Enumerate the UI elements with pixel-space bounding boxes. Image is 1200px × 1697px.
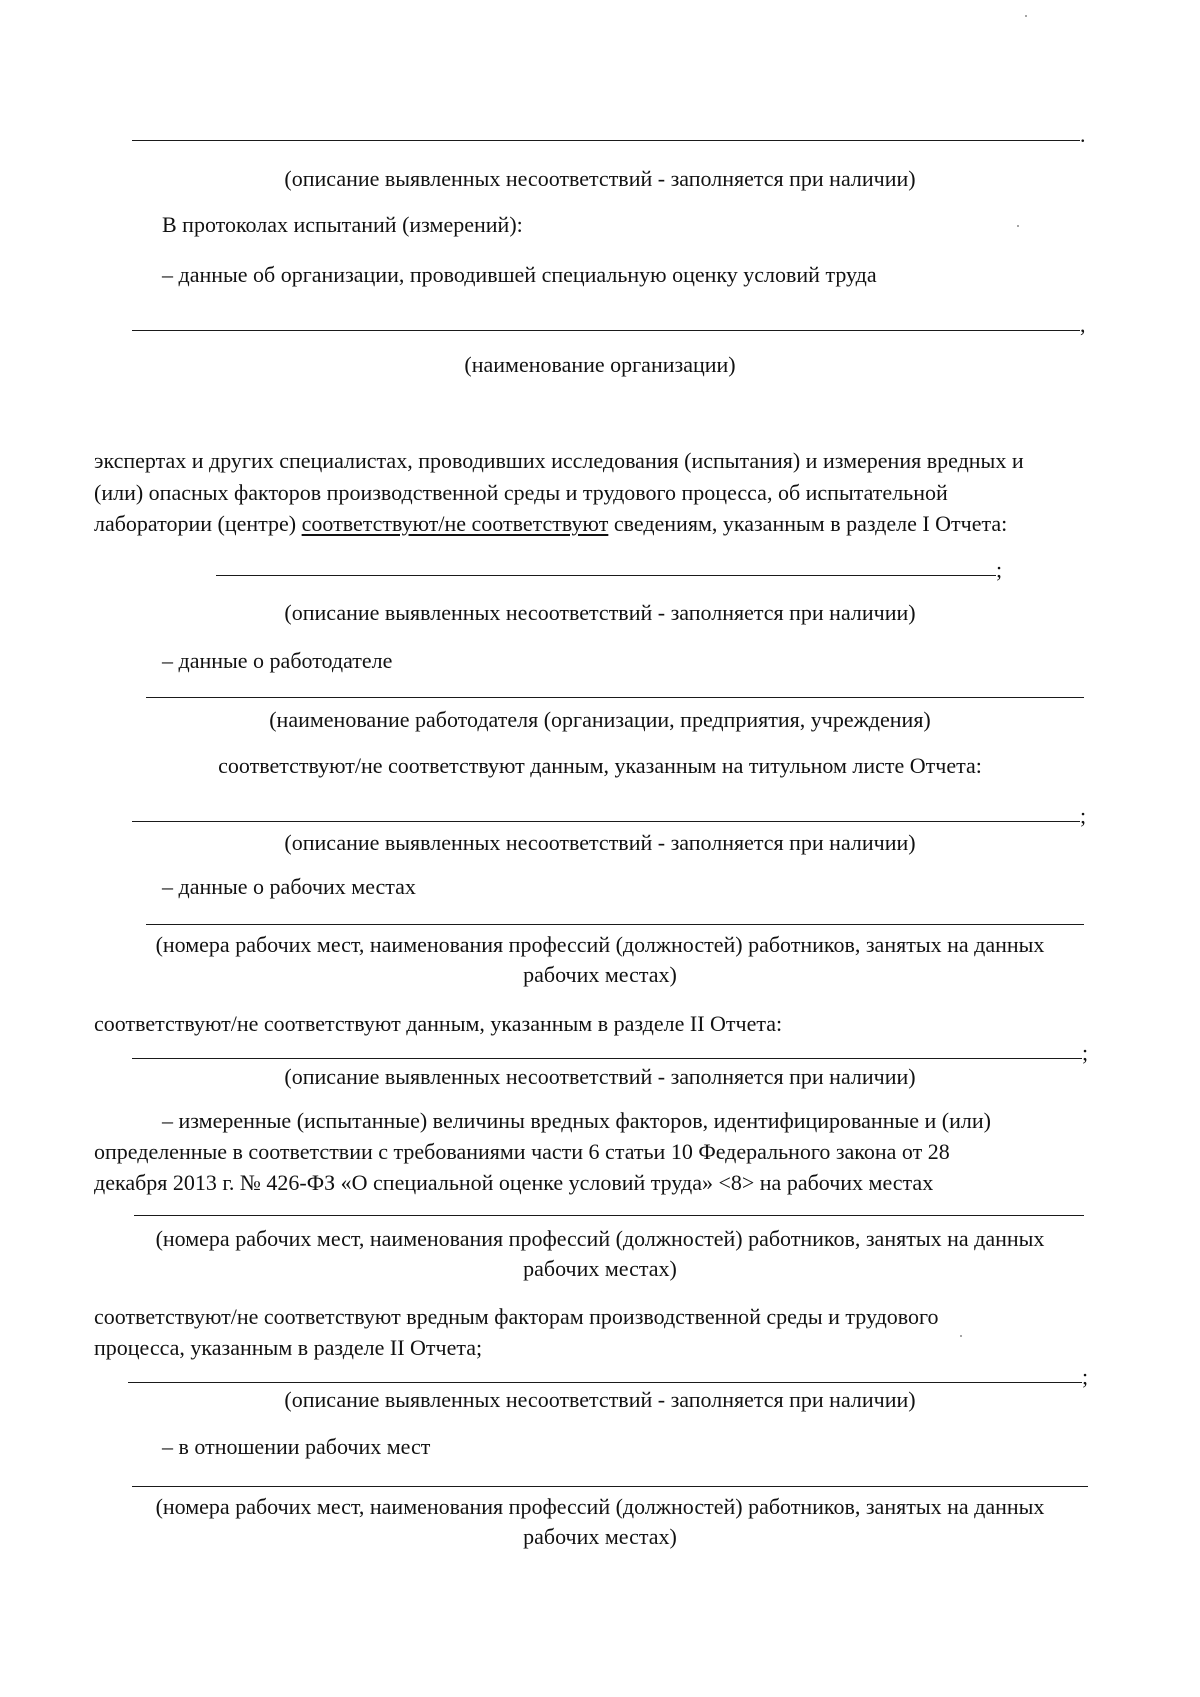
scan-speck	[1025, 15, 1027, 17]
caption-nonconformity: (описание выявленных несоответствий - заполняется при наличии)	[284, 1387, 916, 1412]
fill-line	[146, 924, 1084, 925]
fill-line	[132, 1486, 1088, 1487]
experts-text-line: экспертах и других специалистах, проводивших исследования (испытания) и измерения вредных и	[94, 448, 1024, 473]
semicolon-mark: ;	[1082, 1040, 1089, 1065]
fill-line	[132, 1058, 1082, 1059]
caption-nonconformity: (описание выявленных несоответствий - заполняется при наличии)	[284, 1064, 916, 1089]
experts-text-line: (или) опасных факторов производственной среды и трудового процесса, об испытательной	[94, 480, 948, 505]
fill-line	[132, 140, 1080, 141]
caption-nonconformity: (описание выявленных несоответствий - заполняется при наличии)	[284, 830, 916, 855]
caption-workplaces: (номера рабочих мест, наименования профессий (должностей) работников, занятых на данных	[155, 932, 1045, 957]
scan-speck	[960, 1335, 962, 1337]
semicolon-mark: ;	[1082, 1364, 1089, 1389]
caption-nonconformity: (описание выявленных несоответствий - заполняется при наличии)	[284, 166, 916, 191]
match-choice-underlined: соответствуют/не соответствуют	[301, 511, 609, 536]
org-data-item: – данные об организации, проводившей специальную оценку условий труда	[162, 262, 877, 287]
caption-workplaces: рабочих местах)	[523, 1256, 677, 1281]
experts-text-prefix: лаборатории (центре)	[94, 511, 302, 536]
caption-nonconformity: (описание выявленных несоответствий - заполняется при наличии)	[284, 600, 916, 625]
scan-speck	[1017, 225, 1019, 227]
semicolon-mark: ;	[996, 557, 1003, 582]
protocols-heading: В протоколах испытаний (измерений):	[162, 212, 523, 237]
period-mark: .	[1080, 122, 1086, 147]
factors-text-line: соответствуют/не соответствуют вредным факторам производственной среды и трудового	[94, 1304, 939, 1329]
measured-text-line: определенные в соответствии с требованиями части 6 статьи 10 Федерального закона от 28	[94, 1139, 950, 1164]
fill-line	[132, 330, 1080, 331]
measured-text-line: – измеренные (испытанные) величины вредных факторов, идентифицированные и (или)	[162, 1108, 991, 1133]
caption-organization-name: (наименование организации)	[464, 352, 736, 377]
comma-mark: ,	[1080, 312, 1086, 337]
caption-workplaces: рабочих местах)	[523, 962, 677, 987]
caption-workplaces: (номера рабочих мест, наименования профессий (должностей) работников, занятых на данных	[155, 1494, 1045, 1519]
experts-text-suffix: сведениям, указанным в разделе I Отчета:	[608, 511, 1008, 536]
employer-match-text: соответствуют/не соответствуют данным, указанным на титульном листе Отчета:	[218, 753, 982, 778]
workplaces-data-item: – данные о рабочих местах	[162, 874, 416, 899]
measured-text-line: декабря 2013 г. № 426-ФЗ «О специальной оценке условий труда» <8> на рабочих местах	[94, 1170, 934, 1195]
fill-line	[146, 697, 1084, 698]
fill-line	[134, 1215, 1084, 1216]
fill-line	[216, 575, 996, 576]
semicolon-mark: ;	[1080, 803, 1087, 828]
caption-employer-name: (наименование работодателя (организации, предприятия, учреждения)	[269, 707, 931, 732]
experts-text-line	[94, 511, 1007, 537]
workplaces-match-text: соответствуют/не соответствуют данным, указанным в разделе II Отчета:	[94, 1011, 783, 1036]
employer-data-item: – данные о работодателе	[162, 648, 393, 673]
fill-line	[132, 821, 1080, 822]
caption-workplaces: рабочих местах)	[523, 1524, 677, 1549]
fill-line	[128, 1382, 1082, 1383]
factors-text-line: процесса, указанным в разделе II Отчета;	[94, 1335, 483, 1360]
regarding-workplaces-item: – в отношении рабочих мест	[162, 1434, 431, 1459]
caption-workplaces: (номера рабочих мест, наименования профессий (должностей) работников, занятых на данных	[155, 1226, 1045, 1251]
